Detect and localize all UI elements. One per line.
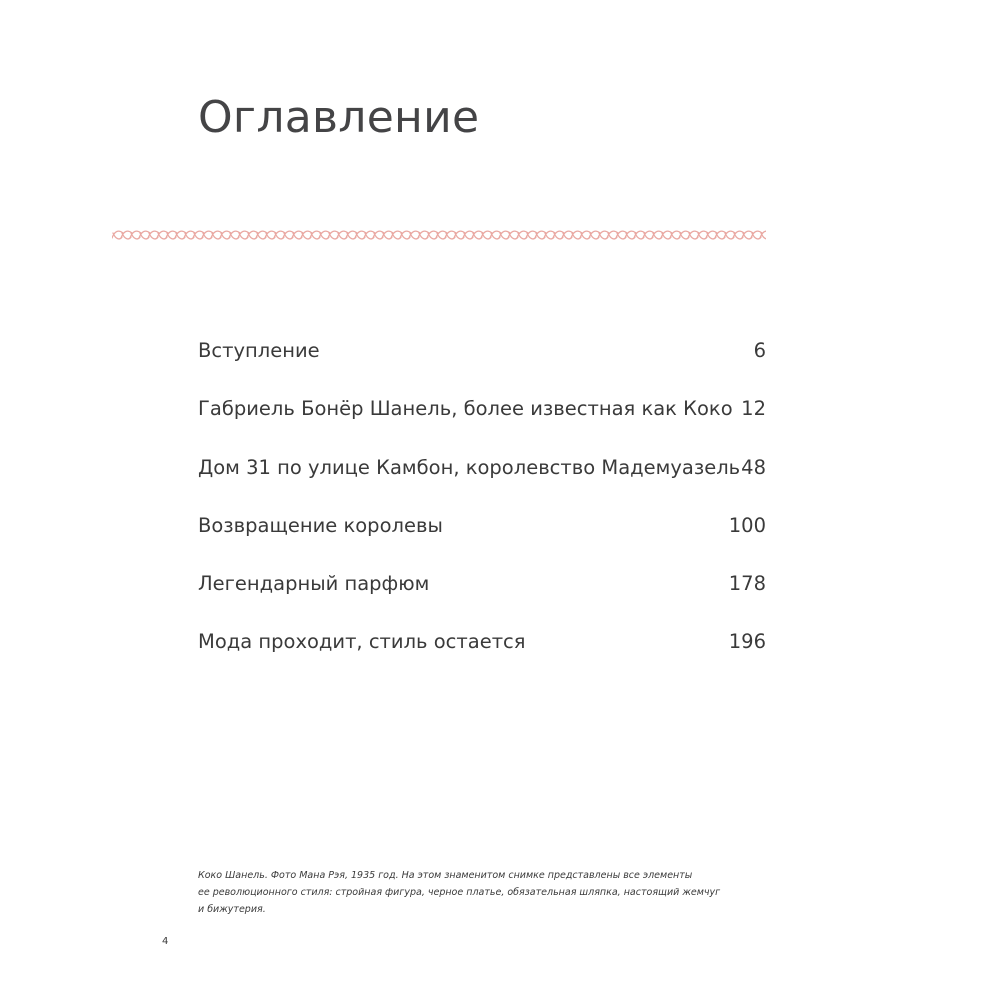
table-of-contents [198,330,766,680]
toc-entry[interactable] [198,388,766,446]
toc-entry-title: Легендарный парфюм [198,572,430,596]
toc-entry-page: 196 [728,630,766,654]
toc-entry-page: 6 [753,339,766,362]
toc-entry-page: 178 [728,572,766,596]
toc-entry-title: Мода проходит, стиль остается [198,630,526,654]
page-number: 4 [162,936,169,947]
photo-caption [198,867,758,918]
toc-entry-title: Дом 31 по улице Камбон, королевство Мадемуазель [198,455,741,479]
page-title: Оглавление [198,92,480,143]
toc-entry[interactable] [198,505,766,563]
caption-line: и бижутерия. [198,904,266,915]
ornamental-divider [112,227,766,243]
toc-entry-title: Вступление [198,339,320,362]
caption-line: ее революционного стиля: стройная фигура, черное платье, обязательная шляпка, настоящий жемчуг [198,887,721,898]
toc-entry[interactable] [198,563,766,621]
toc-entry-title: Габриель Бонёр Шанель, более известная как Коко [198,397,733,421]
toc-entry[interactable] [198,330,766,388]
toc-entry-page: 100 [728,513,766,537]
toc-entry[interactable] [198,447,766,505]
caption-line: Коко Шанель. Фото Мана Рэя, 1935 год. На этом знаменитом снимке представлены все элементы [198,870,693,881]
toc-entry-page: 48 [741,455,766,479]
toc-entry[interactable] [198,621,766,679]
toc-entry-title: Возвращение королевы [198,513,443,537]
toc-entry-page: 12 [741,397,766,421]
